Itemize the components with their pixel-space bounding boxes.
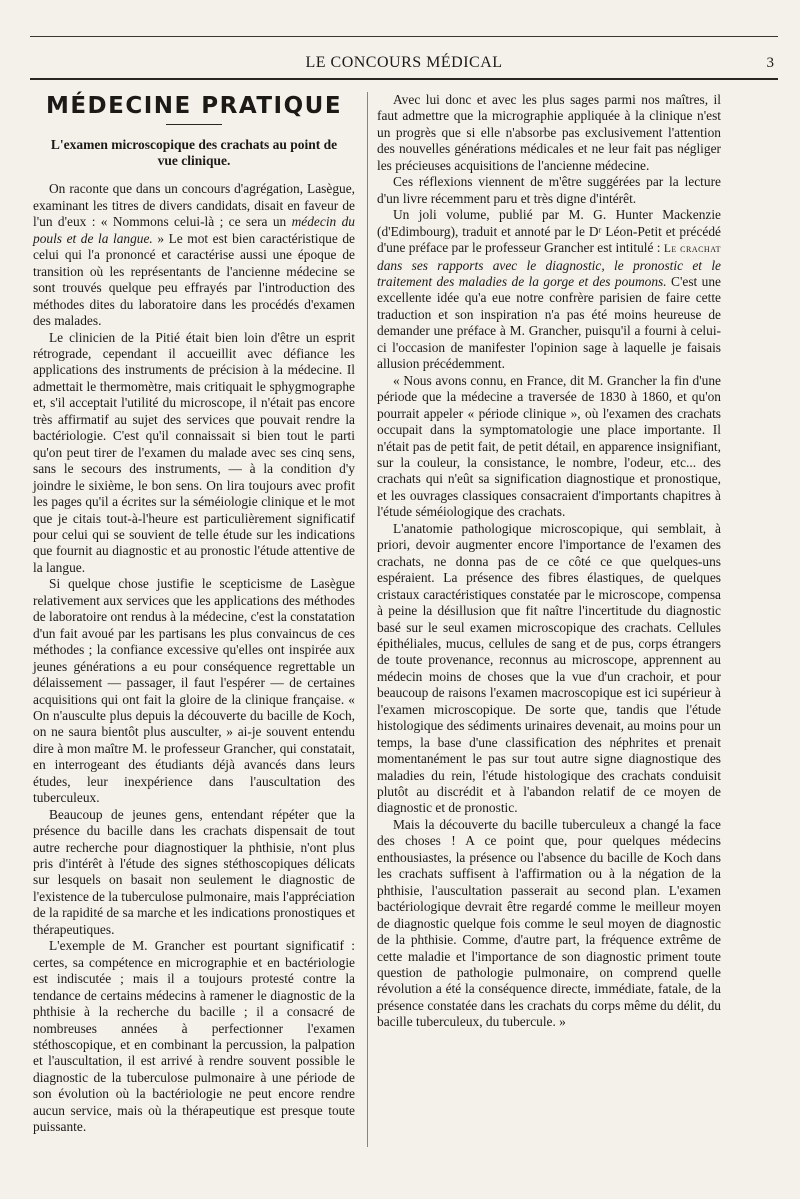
paragraph: Un joli volume, publié par M. G. Hunter Mackenzie (d'Edimbourg), traduit et annoté par le Dʳ Léon-Petit et précédé d'une préface par le professeur Grancher est intitulé : Le crachat dans ses rapports avec le diagnostic, le pronostic et le traitement des maladies de la gorge et des poumons. C'est une excellente idée qu'a eue notre confrère parisien de faire cette traduction et son inspiration n'a pas été moins heureuse de demander une préface à M. Grancher, puisqu'il a fourni à celui-ci l'occasion de manifester l'opinion sage à laquelle je faisais allusion précédemment. [377,207,721,372]
top-border-line [30,36,778,37]
header-rule [30,78,778,80]
paragraph: L'exemple de M. Grancher est pourtant significatif : certes, sa compétence en micrographie et en bactériologie est indiscutée ; mais il a toujours protesté contre la tendance de certains médecins à ramener le diagnostic de la phthisie à la recherche du bacille ; il a consacré de nombreuses années à perfectionner l'examen stéthoscopique, et en combinant la percussion, la palpation et l'auscultation, il est arrivé à rendre souvent possible le diagnostic de la tuberculose pulmonaire à une période de son évolution où la bactériologie ne peut encore rendre aucun service, mais où la thérapeutique est presque toute puissante. [33,938,355,1135]
right-column [377,92,721,1031]
page-number: 3 [766,55,774,71]
paragraph: L'anatomie pathologique microscopique, qui semblait, à priori, devoir augmenter encore l'importance de l'examen des crachats, ne donna pas de ce côté ce que quelques-uns espéraient. La présence des fibres élastiques, de quelques cristaux caractéristiques constatée par le microscope, compensa à peine la désillusion que fit naître l'incertitude du diagnostic basé sur le seul examen microscopique des crachats. Cellules épithéliales, mucus, cellules de sang et de pus, corps étrangers de toute provenance, reconnus au microscope, apprennent au médecin moins de choses que la vue d'un crachoir, et pour beaucoup de raisons l'examen macroscopique est ici supérieur à l'examen microscopique. De sorte que, tandis que l'étude histologique des sédiments urinaires devenait, au moins pour un temps, la base d'une classification des néphrites et prenait momentanément le pas sur tout autre signe diagnostique des maladies du rein, l'étude histologique des crachats conduisit plutôt au discrédit et à l'abandon relatif de ce moyen de diagnostic et de pronostic. [377,520,721,816]
running-header [30,52,778,76]
paragraph: « Nous avons connu, en France, dit M. Grancher la fin d'une période que la médecine a traversée de 1830 à 1860, et qu'on pourrait appeler « période clinique », où l'examen des crachats occupait dans la symptomatologie une place importante. Il n'était pas de petit fait, de petit détail, en apparence insignifiant, sur la couleur, la consistance, le nombre, l'odeur, etc... des crachats qui n'eût sa signification diagnostique et pronostique, et les ouvrages classiques consacraient d'importants chapitres à l'étude séméiologique des crachats. [377,372,721,520]
journal-title: LE CONCOURS MÉDICAL [305,54,503,71]
paragraph: Ces réflexions viennent de m'être suggérées par la lecture d'un livre récemment paru et très digne d'intérêt. [377,174,721,206]
book-title: Le crachat [663,243,721,256]
paragraph: Si quelque chose justifie le scepticisme de Lasègue relativement aux services que les applications des méthodes de laboratoire ont rendus à la médecine, c'est la constatation d'un fait avoué par les partisans les plus convaincus de ces méthodes ; la confiance excessive qu'elles ont inspirée aux jeunes générations a eu pour conséquence regrettable un délaissement — passager, il faut l'espérer — de certaines acquisitions qui ont fait la gloire de la clinique française. « On n'ausculte plus depuis la découverte du bacille de Koch, on ne saura bientôt plus ausculter, » ai-je souvent entendu dire à mon maître M. le professeur Grancher, qui constatait, en interrogeant des étudiants déjà avancés dans leurs études, leur inexpérience dans l'auscultation des tuberculeux. [33,576,355,806]
paragraph: Beaucoup de jeunes gens, entendant répéter que la présence du bacille dans les crachats dispensait de tout autre recherche pour diagnostiquer la phthisie, n'ont plus pris d'intérêt à l'étude des signes stéthoscopiques délicats sur lesquels on basait non seulement le diagnostic de l'existence de la tuberculose pulmonaire, mais l'appréciation de la rapidité de sa marche et les indications pronostiques et thérapeutiques. [33,806,355,937]
section-title: MÉDECINE PRATIQUE [45,93,343,119]
left-column [33,92,355,1136]
column-separator [367,92,368,1147]
paragraph: On raconte que dans un concours d'agrégation, Lasègue, examinant les titres de divers candidats, disait en faveur de l'un d'eux : « Nommons celui-là ; ce sera un médecin du pouls et de la langue. » Le mot est bien caractéristique de celui qui l'a prononcé et caractérise aussi une époque de transition où les représentants de l'ancienne médecine se sont trouvés quelque peu effrayés par l'introduction des méthodes dites du laboratoire dans les procédés d'examen des malades. [33,181,356,329]
paragraph: Avec lui donc et avec les plus sages parmi nos maîtres, il faut admettre que la micrographie appliquée à la clinique n'est un progrès que si elle n'absorbe pas exclusivement l'attention des nouvelles générations médicales et ne leur fait pas négliger les précieuses acquisitions de l'ancienne médecine. [377,92,721,173]
section-title-rule [166,124,222,125]
paragraph: Mais la découverte du bacille tuberculeux a changé la face des choses ! A ce point que, pour quelques médecins enthousiastes, la présence ou l'absence du bacille de Koch dans les crachats suffisent à l'affirmation ou à la négation de la phthisie, l'auscultation passerait au second plan. L'examen bactériologique devrait être regardé comme le meilleur moyen de diagnostic quelque fois comme le seul moyen de diagnostic de la phthisie. Comme, d'autre part, la fréquence extrême de cette maladie et l'importance de son diagnostic priment toute question de pathologie pulmonaire, on comprend quelle révolution a été la conséquence directe, immédiate, fatale, de la présence constatée dans les crachats du corps même du délit, du bacille tuberculeux, du tubercule. » [377,816,721,1030]
article-subtitle: L'examen microscopique des crachats au point de vue clinique. [50,137,338,169]
paragraph: Le clinicien de la Pitié était bien loin d'être un esprit rétrograde, cependant il accueillit avec défiance les applications des instruments de précision à la médecine. Il admettait le thermomètre, mais critiquait le sphygmographe et, s'il acceptait l'utilité du microscope, il n'était pas encore très affirmatif au sujet des services que pouvait rendre la bactériologie. C'est qu'il connaissait si bien tout le parti qu'on peut tirer de l'examen du malade avec ses cinq sens, sans le secours des instruments, — à la condition d'y joindre le sixième, le bon sens. On lira toujours avec profit les pages qu'il a écrites sur la séméiologie clinique et le mot que je citais tout-à-l'heure est particulièrement significatif pour celui qui se souvient de telle étude sur les indications que fournit au diagnostic et au pronostic l'étude attentive de la langue. [33,329,355,575]
